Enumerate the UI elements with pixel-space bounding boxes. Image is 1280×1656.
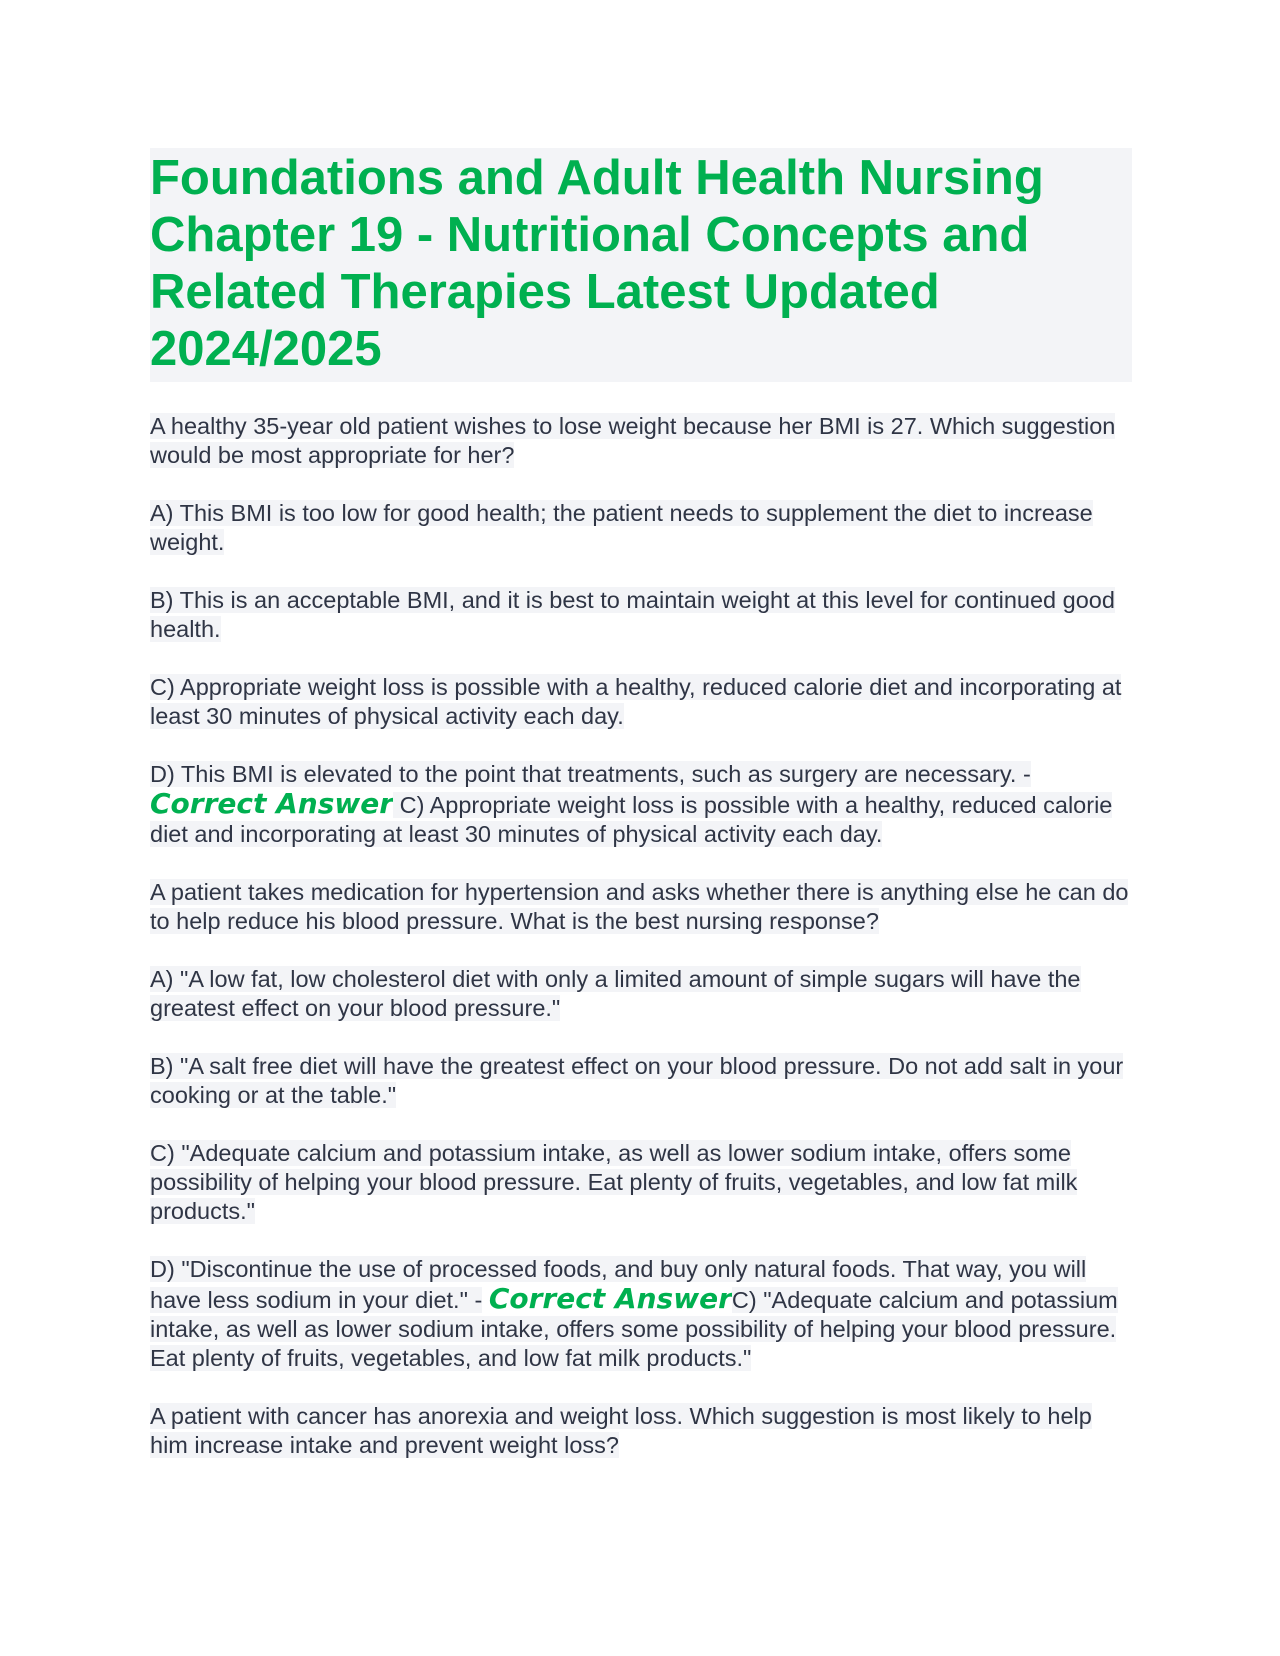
- question-2-option-c: [150, 1139, 1132, 1226]
- question-2-option-b: [150, 1052, 1132, 1110]
- question-1-stem-text: A healthy 35-year old patient wishes to lose weight because her BMI is 27. Which suggestion would be most appropriate for her?: [150, 413, 1116, 468]
- question-3-stem: [150, 1402, 1132, 1460]
- question-2-option-a-text: A) "A low fat, low cholesterol diet with only a limited amount of simple sugars will have the greatest effect on your blood pressure.": [150, 966, 1081, 1021]
- question-1-option-c-text: C) Appropriate weight loss is possible with a healthy, reduced calorie diet and incorporating at least 30 minutes of physical activity each day.: [150, 674, 1122, 729]
- question-2-option-d-with-answer: [150, 1255, 1132, 1373]
- question-1-option-b: [150, 586, 1132, 644]
- question-1-correct-answer-label: Correct Answer: [150, 787, 394, 820]
- question-1-option-d-with-answer: [150, 760, 1132, 849]
- title-block: [150, 148, 1132, 382]
- question-1-answer-text: C) Appropriate weight loss is possible with a healthy, reduced calorie diet and incorporating at least 30 minutes of physical activity each day.: [150, 792, 1113, 847]
- question-2-stem-text: A patient takes medication for hypertension and asks whether there is anything else he can do to help reduce his blood pressure. What is the best nursing response?: [150, 879, 1129, 934]
- question-3-stem-text: A patient with cancer has anorexia and weight loss. Which suggestion is most likely to help him increase intake and prevent weight loss?: [150, 1403, 1092, 1458]
- question-2-answer-text: C) "Adequate calcium and potassium intake, as well as lower sodium intake, offers some possibility of helping your blood pressure. Eat plenty of fruits, vegetables, and low fat milk products.": [150, 1287, 1118, 1371]
- question-1-option-d-text: D) This BMI is elevated to the point that treatments, such as surgery are necessary. -: [150, 761, 1031, 787]
- question-1-option-a: [150, 499, 1132, 557]
- question-2-option-d-text: D) "Discontinue the use of processed foods, and buy only natural foods. That way, you will have less sodium in your diet." -: [150, 1256, 1087, 1313]
- document-page: [150, 148, 1132, 1489]
- question-2-option-c-text: C) "Adequate calcium and potassium intake, as well as lower sodium intake, offers some possibility of helping your blood pressure. Eat plenty of fruits, vegetables, and low fat milk products.": [150, 1140, 1078, 1224]
- question-2-option-a: [150, 965, 1132, 1023]
- document-title: Foundations and Adult Health Nursing Chapter 19 - Nutritional Concepts and Related Therapies Latest Updated 2024/2025: [150, 151, 1044, 376]
- question-1-stem: [150, 412, 1132, 470]
- question-1-option-b-text: B) This is an acceptable BMI, and it is best to maintain weight at this level for continued good health.: [150, 587, 1115, 642]
- question-2-correct-answer-label: Correct Answer: [488, 1282, 732, 1315]
- question-1-option-a-text: A) This BMI is too low for good health; the patient needs to supplement the diet to increase weight.: [150, 500, 1093, 555]
- question-1-option-c: [150, 673, 1132, 731]
- question-2-stem: [150, 878, 1132, 936]
- question-2-option-b-text: B) "A salt free diet will have the greatest effect on your blood pressure. Do not add salt in your cooking or at the table.": [150, 1053, 1124, 1108]
